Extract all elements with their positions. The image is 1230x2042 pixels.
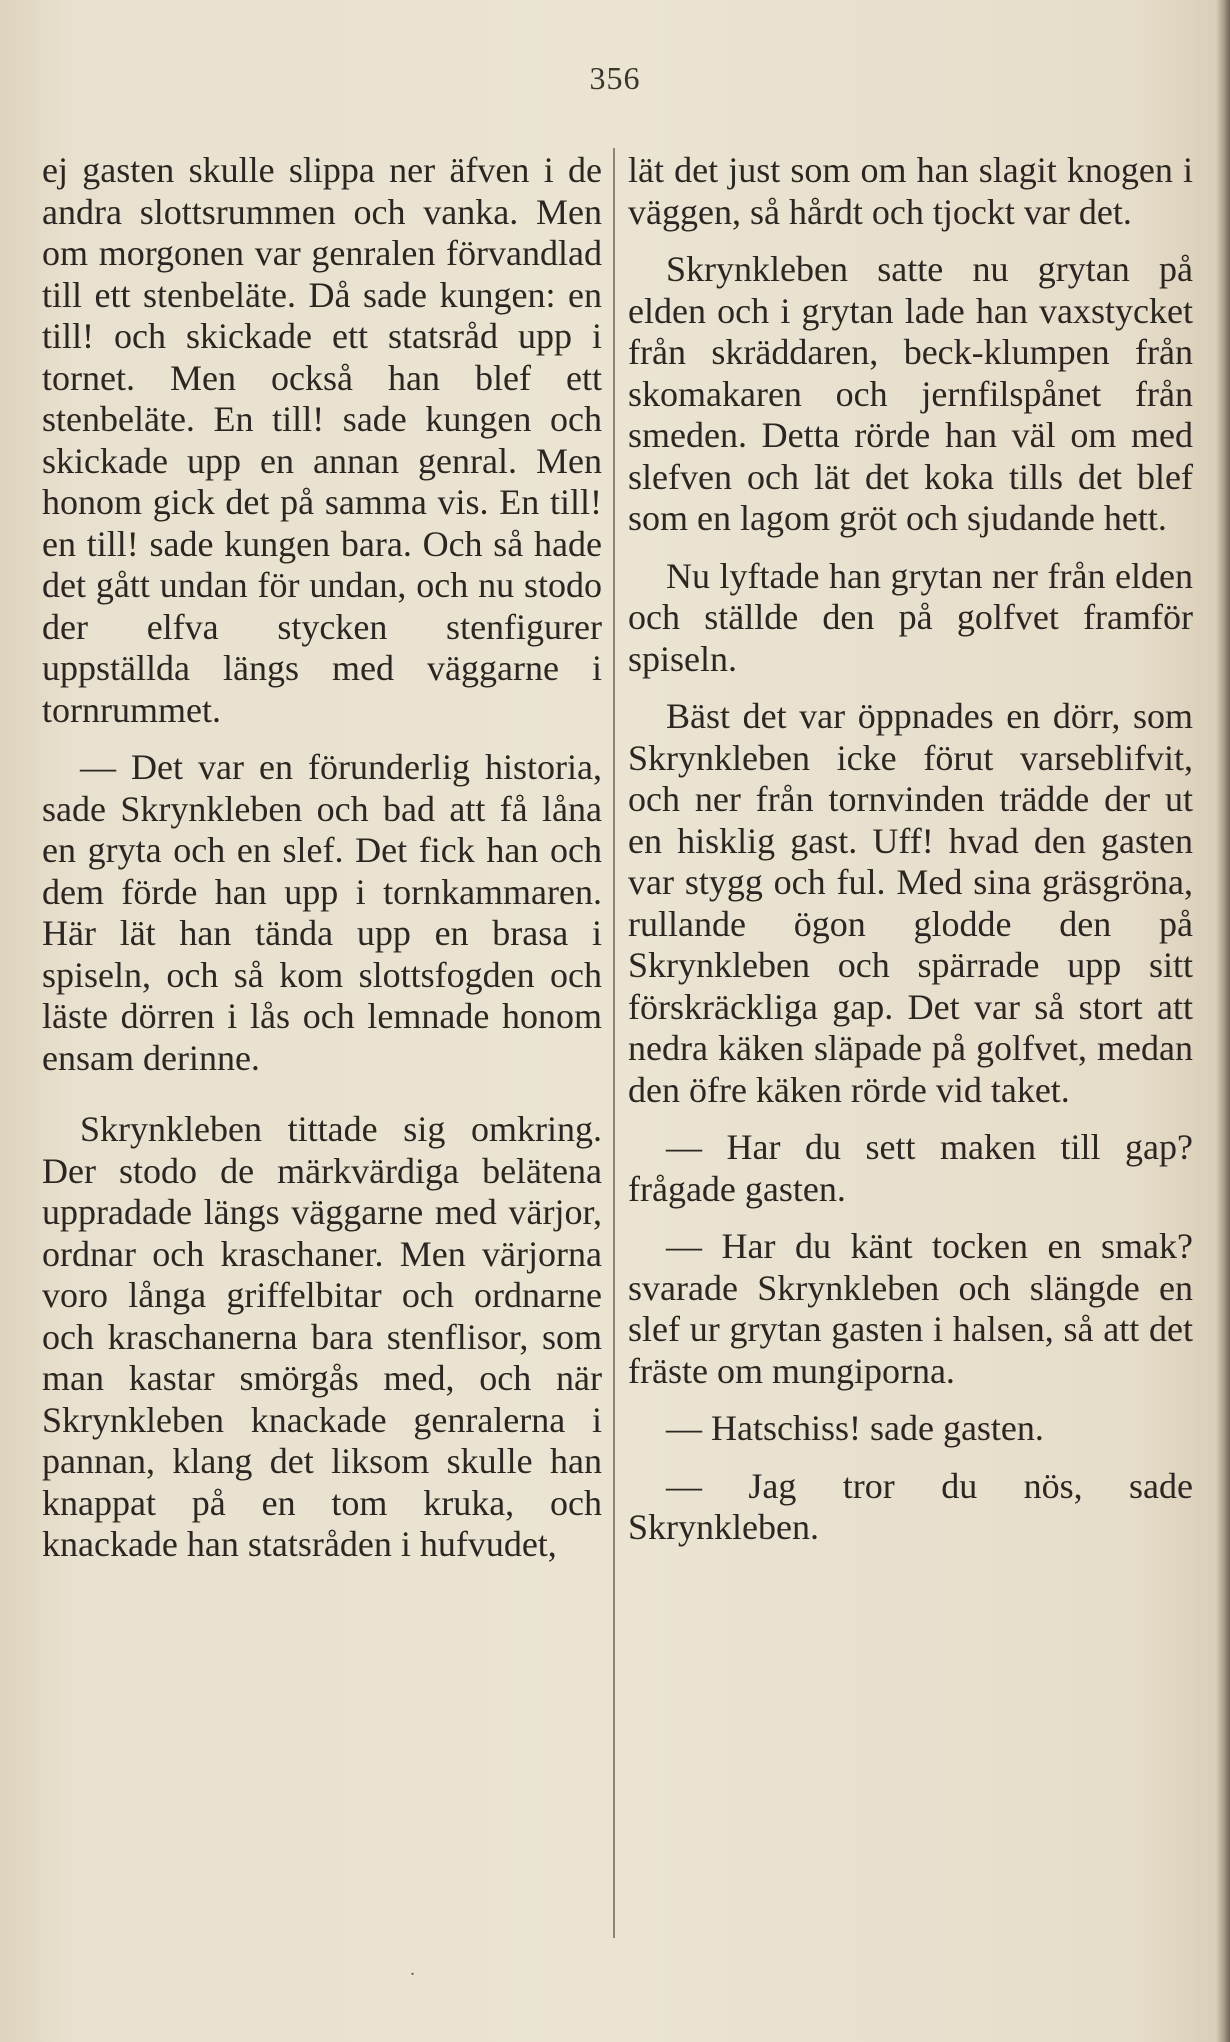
page-number: 356 [589,60,641,96]
paragraph: lät det just som om han slagit knogen i väggen, så hårdt och tjockt var det. [628,150,1193,232]
paragraph: ej gasten skulle slippa ner äfven i de andra slottsrummen och vanka. Men om morgonen var genralen förvandlad till ett stenbeläte. Då sade kungen: en till! och skickade ett statsråd upp i tornet. Men också han blef ett stenbeläte. En till! sade kungen och skickade upp en annan genral. Men honom gick det på samma vis. En till! en till! sade kungen bara. Och så hade det gått undan för undan, och nu stodo der elfva stycken stenfigurer uppställda längs med väggarne i tornrummet. [42,150,602,730]
right-column [628,150,1193,1549]
paragraph: — Det var en förunderlig historia, sade Skrynkleben och bad att få låna en gryta och en slef. Det fick han och dem förde han upp i tornkammaren. Här lät han tända upp en brasa i spiseln, och så kom slottsfogden och läste dörren i lås och lemnade honom ensam derinne. [42,747,602,1078]
paragraph: — Hatschiss! sade gasten. [666,1408,1044,1448]
paragraph: Bäst det var öppnades en dörr, som Skrynkleben icke förut varseblifvit, och ner från tornvinden trädde der ut en hisklig gast. Uff! hvad den gasten var stygg och ful. Med sina gräsgröna, rullande ögon glodde den på Skrynkleben och spärrade upp sitt förskräckliga gap. Det var så stort att nedra käken släpade på golfvet, medan den öfre käken rörde vid taket. [628,696,1193,1110]
footer-mark: . [410,1958,415,1980]
paragraph: Skrynkleben tittade sig omkring. Der stodo de märkvärdiga belätena uppradade längs väggarne med värjor, ordnar och kraschaner. Men värjorna voro långa griffelbitar och ordnarne och kraschanerna bara stenflisor, som man kastar smörgås med, och när Skrynkleben knackade genralerna i pannan, klang det liksom skulle han knappat på en tom kruka, och knackade han statsråden i hufvudet, [42,1109,602,1564]
paragraph: Skrynkleben satte nu grytan på elden och i grytan lade han vaxstycket från skräddaren, beck-klumpen från skomakaren och jernfilspånet från smeden. Detta rörde han väl om med slefven och lät det koka tills det blef som en lagom gröt och sjudande hett. [628,249,1193,538]
page-edge-shadow [1216,0,1230,2042]
paragraph: Nu lyftade han grytan ner från elden och ställde den på golfvet framför spiseln. [628,555,1193,679]
paragraph: — Har du känt tocken en smak? svarade Skrynkleben och slängde en slef ur grytan gasten i halsen, så att det fräste om mungiporna. [628,1226,1193,1391]
paragraph: — Jag tror du nös, sade Skrynkleben. [628,1465,1193,1547]
paragraph: — Har du sett maken till gap? frågade gasten. [628,1127,1193,1209]
left-column [42,150,602,1566]
column-divider [613,148,615,1938]
